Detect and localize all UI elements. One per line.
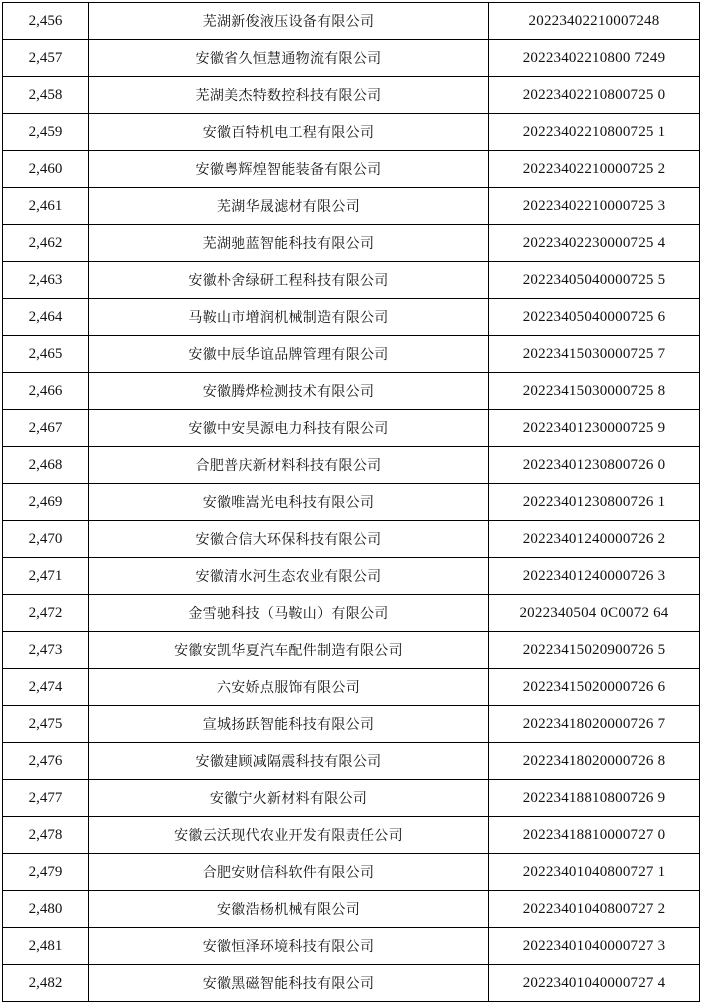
company-name-cell: 安徽中安昊源电力科技有限公司 [89, 410, 489, 447]
table-row [3, 262, 700, 299]
registration-code-cell: 20223418020000726 8 [489, 743, 700, 780]
row-number-cell: 2,467 [3, 410, 89, 447]
table-row [3, 632, 700, 669]
row-number-cell: 2,457 [3, 40, 89, 77]
row-number-cell: 2,461 [3, 188, 89, 225]
row-number-cell: 2,478 [3, 817, 89, 854]
registration-code-cell: 20223418020000726 7 [489, 706, 700, 743]
registration-code-cell: 20223415020000726 6 [489, 669, 700, 706]
table-row [3, 447, 700, 484]
table-row [3, 40, 700, 77]
table-row [3, 669, 700, 706]
registration-code-cell: 20223402230000725 4 [489, 225, 700, 262]
company-name-cell: 芜湖华晟滤材有限公司 [89, 188, 489, 225]
row-number-cell: 2,469 [3, 484, 89, 521]
registration-code-cell: 20223402210800725 1 [489, 114, 700, 151]
registration-code-cell: 20223401230000725 9 [489, 410, 700, 447]
registration-code-cell: 20223401040800727 1 [489, 854, 700, 891]
company-name-cell: 芜湖驰蓝智能科技有限公司 [89, 225, 489, 262]
row-number-cell: 2,474 [3, 669, 89, 706]
registration-code-cell: 20223405040000725 5 [489, 262, 700, 299]
registration-code-cell: 20223401040000727 4 [489, 965, 700, 1002]
company-name-cell: 安徽云沃现代农业开发有限责任公司 [89, 817, 489, 854]
company-name-cell: 安徽粤辉煌智能装备有限公司 [89, 151, 489, 188]
company-name-cell: 安徽唯嵩光电科技有限公司 [89, 484, 489, 521]
row-number-cell: 2,480 [3, 891, 89, 928]
row-number-cell: 2,468 [3, 447, 89, 484]
registration-code-cell: 20223405040000725 6 [489, 299, 700, 336]
company-name-cell: 芜湖美杰特数控科技有限公司 [89, 77, 489, 114]
company-name-cell: 安徽清水河生态农业有限公司 [89, 558, 489, 595]
row-number-cell: 2,464 [3, 299, 89, 336]
company-name-cell: 安徽浩杨机械有限公司 [89, 891, 489, 928]
company-name-cell: 宣城扬跃智能科技有限公司 [89, 706, 489, 743]
registration-code-cell: 20223401240000726 3 [489, 558, 700, 595]
registration-code-cell: 20223401040000727 3 [489, 928, 700, 965]
row-number-cell: 2,463 [3, 262, 89, 299]
row-number-cell: 2,462 [3, 225, 89, 262]
company-name-cell: 安徽安凯华夏汽车配件制造有限公司 [89, 632, 489, 669]
registration-code-cell: 20223402210800725 0 [489, 77, 700, 114]
company-name-cell: 六安娇点服饰有限公司 [89, 669, 489, 706]
table-row [3, 225, 700, 262]
registration-code-cell: 20223401040800727 2 [489, 891, 700, 928]
registration-code-cell: 20223402210000725 2 [489, 151, 700, 188]
registration-code-cell: 20223415030000725 7 [489, 336, 700, 373]
table-row [3, 595, 700, 632]
registration-code-cell: 20223415020900726 5 [489, 632, 700, 669]
registration-code-cell: 20223402210007248 [489, 3, 700, 40]
row-number-cell: 2,460 [3, 151, 89, 188]
registration-code-cell: 20223401230800726 0 [489, 447, 700, 484]
company-name-cell: 安徽朴舍绿研工程科技有限公司 [89, 262, 489, 299]
registration-code-cell: 20223402210800 7249 [489, 40, 700, 77]
table-body [3, 3, 700, 1002]
row-number-cell: 2,482 [3, 965, 89, 1002]
company-name-cell: 金雪驰科技（马鞍山）有限公司 [89, 595, 489, 632]
company-name-cell: 安徽腾烨检测技术有限公司 [89, 373, 489, 410]
company-name-cell: 安徽建顾减隔震科技有限公司 [89, 743, 489, 780]
registration-code-cell: 20223415030000725 8 [489, 373, 700, 410]
company-name-cell: 安徽中辰华谊品牌管理有限公司 [89, 336, 489, 373]
company-name-cell: 合肥普庆新材料科技有限公司 [89, 447, 489, 484]
table-row [3, 410, 700, 447]
row-number-cell: 2,477 [3, 780, 89, 817]
table-row [3, 854, 700, 891]
company-name-cell: 安徽恒泽环境科技有限公司 [89, 928, 489, 965]
company-name-cell: 安徽省久恒慧通物流有限公司 [89, 40, 489, 77]
company-name-cell: 安徽百特机电工程有限公司 [89, 114, 489, 151]
company-name-cell: 安徽黑磁智能科技有限公司 [89, 965, 489, 1002]
table-row [3, 299, 700, 336]
row-number-cell: 2,479 [3, 854, 89, 891]
registration-code-cell: 20223418810000727 0 [489, 817, 700, 854]
registration-code-cell: 20223401240000726 2 [489, 521, 700, 558]
company-name-cell: 合肥安财信科软件有限公司 [89, 854, 489, 891]
table-row [3, 3, 700, 40]
row-number-cell: 2,476 [3, 743, 89, 780]
table-row [3, 891, 700, 928]
row-number-cell: 2,459 [3, 114, 89, 151]
registration-code-cell: 2022340504 0C0072 64 [489, 595, 700, 632]
table-row [3, 77, 700, 114]
company-name-cell: 马鞍山市增润机械制造有限公司 [89, 299, 489, 336]
table-row [3, 558, 700, 595]
company-name-cell: 芜湖新俊液压设备有限公司 [89, 3, 489, 40]
row-number-cell: 2,472 [3, 595, 89, 632]
row-number-cell: 2,473 [3, 632, 89, 669]
table-row [3, 743, 700, 780]
row-number-cell: 2,470 [3, 521, 89, 558]
table-row [3, 373, 700, 410]
row-number-cell: 2,481 [3, 928, 89, 965]
enterprise-table [2, 2, 700, 1002]
registration-code-cell: 20223402210000725 3 [489, 188, 700, 225]
table-row [3, 706, 700, 743]
registration-code-cell: 20223401230800726 1 [489, 484, 700, 521]
row-number-cell: 2,456 [3, 3, 89, 40]
registration-code-cell: 20223418810800726 9 [489, 780, 700, 817]
table-row [3, 188, 700, 225]
row-number-cell: 2,458 [3, 77, 89, 114]
row-number-cell: 2,465 [3, 336, 89, 373]
table-row [3, 484, 700, 521]
table-row [3, 521, 700, 558]
table-row [3, 928, 700, 965]
row-number-cell: 2,475 [3, 706, 89, 743]
table-row [3, 151, 700, 188]
table-row [3, 780, 700, 817]
table-row [3, 114, 700, 151]
company-name-cell: 安徽宁火新材料有限公司 [89, 780, 489, 817]
table-row [3, 336, 700, 373]
table-row [3, 965, 700, 1002]
company-name-cell: 安徽合信大环保科技有限公司 [89, 521, 489, 558]
table-row [3, 817, 700, 854]
row-number-cell: 2,466 [3, 373, 89, 410]
row-number-cell: 2,471 [3, 558, 89, 595]
